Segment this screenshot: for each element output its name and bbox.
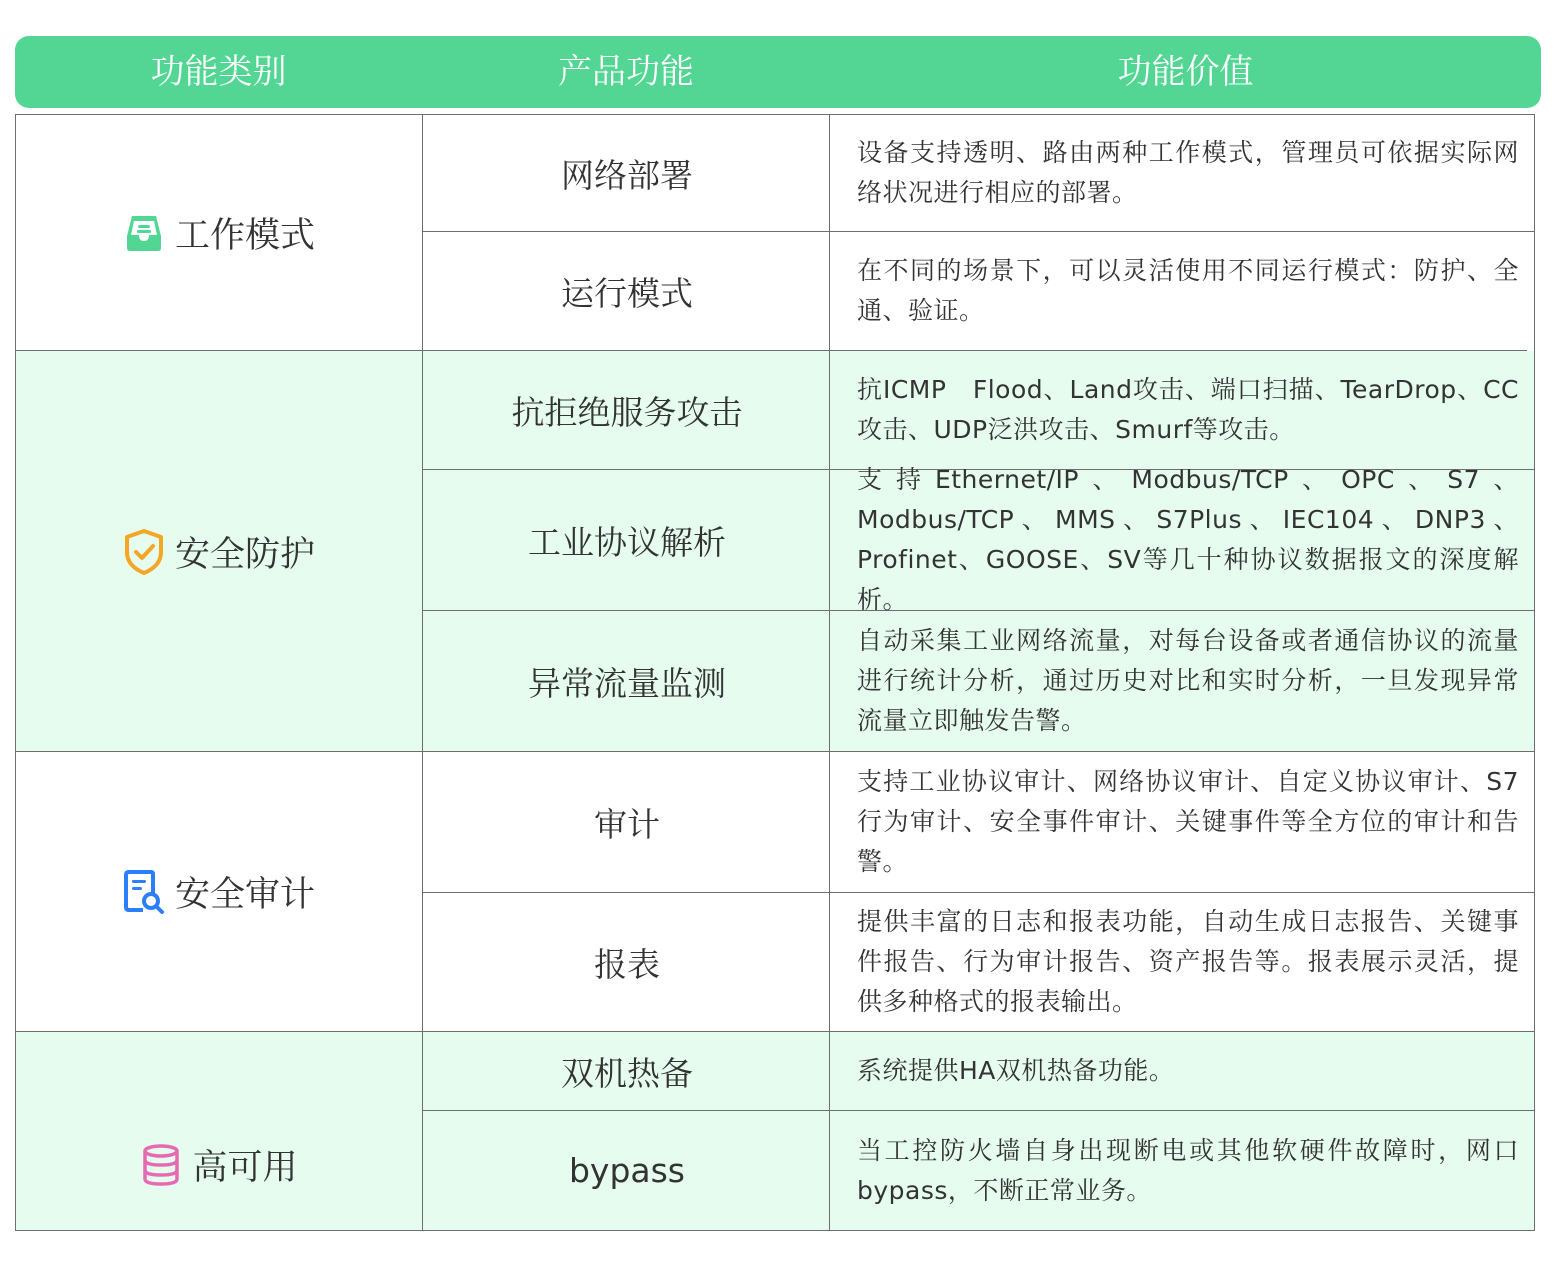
function-cell: 审计	[594, 804, 660, 844]
value-cell	[857, 1111, 1519, 1230]
function-cell: 报表	[594, 944, 660, 984]
category-high-availability	[16, 1066, 422, 1264]
value-cell	[857, 465, 1519, 614]
value-text: 支持工业协议审计、网络协议审计、自定义协议审计、S7行为审计、安全事件审计、关键事件等全方位的审计和告警。	[857, 767, 1519, 876]
function-cell: 双机热备	[561, 1053, 693, 1093]
value-cell	[857, 611, 1519, 751]
shield-check-icon	[123, 528, 165, 576]
value-cell	[857, 893, 1519, 1031]
value-text: 自动采集工业网络流量，对每台设备或者通信协议的流量进行统计分析，通过历史对比和实时分析，一旦发现异常流量立即触发告警。	[857, 626, 1519, 735]
category-label: 高可用	[192, 1148, 298, 1188]
table-header	[15, 36, 1541, 108]
value-text: 提供丰富的日志和报表功能，自动生成日志报告、关键事件报告、行为审计报告、资产报告等。报表展示灵活，提供多种格式的报表输出。	[857, 907, 1519, 1016]
audit-search-icon	[123, 869, 165, 915]
category-label: 工作模式	[174, 215, 315, 256]
value-cell	[857, 115, 1519, 231]
value-text: 当工控防火墙自身出现断电或其他软硬件故障时，网口bypass，不断正常业务。	[857, 1135, 1519, 1205]
column-divider	[422, 114, 423, 1230]
value-cell	[857, 232, 1519, 350]
function-cell: bypass	[568, 1151, 686, 1190]
header-function: 产品功能	[558, 52, 694, 92]
category-label: 安全防护	[174, 534, 315, 575]
value-text: 抗ICMP Flood、Land攻击、端口扫描、TearDrop、CC攻击、UDP泛洪攻击、Smurf等攻击。	[857, 375, 1519, 444]
function-cell: 抗拒绝服务攻击	[511, 392, 743, 432]
value-cell	[857, 1032, 1519, 1110]
value-text: 系统提供HA双机热备功能。	[857, 1056, 1175, 1085]
value-text: 在不同的场景下，可以灵活使用不同运行模式：防护、全通、验证。	[857, 256, 1519, 325]
header-category: 功能类别	[150, 52, 287, 92]
category-security-audit	[16, 752, 422, 1031]
header-value: 功能价值	[1117, 52, 1254, 92]
value-cell	[857, 351, 1519, 469]
function-cell: 网络部署	[561, 155, 693, 195]
function-cell: 工业协议解析	[528, 522, 726, 562]
value-cell	[857, 752, 1519, 892]
function-cell: 异常流量监测	[528, 663, 726, 703]
category-label: 安全审计	[174, 874, 315, 915]
database-icon	[140, 1143, 182, 1187]
category-work-mode	[16, 115, 422, 350]
inbox-tray-icon	[123, 212, 165, 254]
category-security-protection	[16, 352, 422, 751]
value-text: 设备支持透明、路由两种工作模式，管理员可依据实际网络状况进行相应的部署。	[857, 138, 1519, 207]
function-cell: 运行模式	[561, 273, 693, 313]
value-text: 支持Ethernet/IP、Modbus/TCP、OPC、S7、Modbus/TCP、MMS、S7Plus、IEC104、DNP3、Profinet、GOOSE、SV等几十种协议数据报文的深度解析。	[857, 465, 1519, 614]
